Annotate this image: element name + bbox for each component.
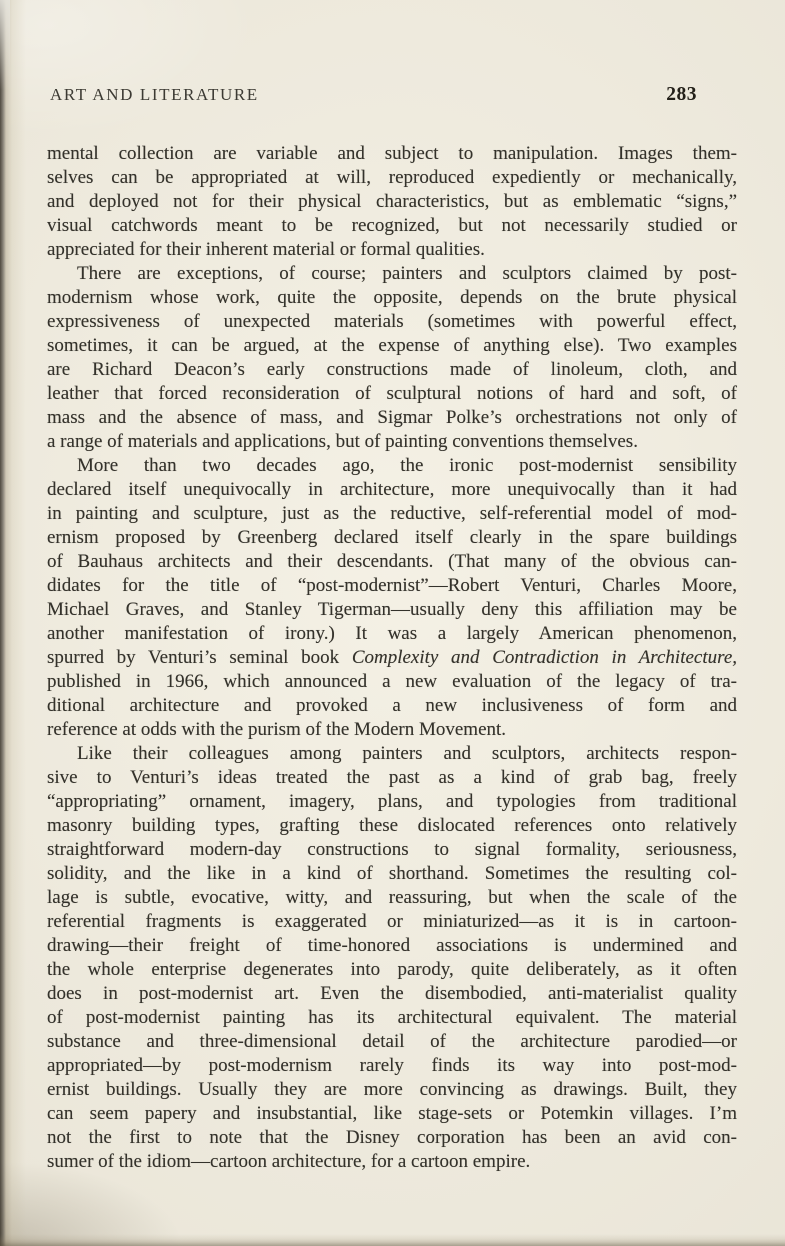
paragraph [47,262,737,454]
text-segment: referential fragments is exaggerated or miniaturized—as it is in cartoon- [47,911,737,932]
text-line [47,718,737,742]
running-head: ART AND LITERATURE [50,85,259,104]
text-segment: selves can be appropriated at will, reproduced expediently or mechanically, [47,167,737,188]
text-segment: leather that forced reconsideration of sculptural notions of hard and soft, of [47,383,737,404]
text-segment: in painting and sculpture, just as the reductive, self-referential model of mod- [47,503,737,524]
text-segment: are Richard Deacon’s early constructions made of linoleum, cloth, and [47,359,737,380]
text-segment: not the first to note that the Disney corporation has been an avid con- [47,1127,737,1148]
text-segment: and deployed not for their physical characteristics, but as emblematic “signs,” [47,191,737,212]
text-segment: modernism whose work, quite the opposite, depends on the brute physical [47,287,737,308]
text-segment: sumer of the idiom—cartoon architecture, for a cartoon empire. [47,1151,531,1172]
text-segment: declared itself unequivocally in architecture, more unequivocally than it had [47,479,737,500]
text-line [47,934,737,958]
text-line [47,982,737,1006]
text-line [47,1126,737,1150]
text-line [47,910,737,934]
text-line [47,646,737,670]
book-title-italic: Complexity and Contradiction in Architecture, [351,647,737,668]
text-segment: a range of materials and applications, but of painting conventions themselves. [47,431,638,452]
text-line [47,382,737,406]
text-segment: Like their colleagues among painters and sculptors, architects respon- [77,743,737,764]
text-segment: expressiveness of unexpected materials (sometimes with powerful effect, [47,311,737,332]
text-segment: mental collection are variable and subject to manipulation. Images them- [47,143,737,164]
text-line [47,790,737,814]
text-segment: visual catchwords meant to be recognized, but not necessarily studied or [47,215,737,236]
text-segment: sive to Venturi’s ideas treated the past as a kind of grab bag, freely [47,767,737,788]
text-line [47,286,737,310]
text-segment: of Bauhaus architects and their descendants. (That many of the obvious can- [47,551,737,572]
page-bottom-edge [0,1234,785,1246]
text-segment: appropriated—by post-modernism rarely finds its way into post-mod- [47,1055,737,1076]
text-line [47,430,737,454]
page-header [50,84,697,106]
text-segment: the whole enterprise degenerates into parody, quite deliberately, as it often [47,959,737,980]
text-line [47,478,737,502]
text-segment: does in post-modernist art. Even the disembodied, anti-materialist quality [47,983,737,1004]
text-line [47,310,737,334]
paragraph [47,742,737,1174]
binding-edge [0,0,26,1246]
text-segment: “appropriating” ornament, imagery, plans, and typologies from traditional [47,791,737,812]
text-line [47,1006,737,1030]
text-segment: masonry building types, grafting these dislocated references onto relatively [47,815,737,836]
text-segment: didates for the title of “post-modernist”—Robert Venturi, Charles Moore, [47,575,737,596]
text-line [47,574,737,598]
text-line [47,886,737,910]
text-line [47,238,737,262]
text-segment: drawing—their freight of time-honored associations is undermined and [47,935,737,956]
text-segment: There are exceptions, of course; painters and sculptors claimed by post- [77,263,737,284]
text-segment: More than two decades ago, the ironic post-modernist sensibility [77,455,737,476]
text-line [47,862,737,886]
text-segment: straightforward modern-day constructions to signal formality, seriousness, [47,839,737,860]
text-segment: lage is subtle, evocative, witty, and reassuring, but when the scale of the [47,887,737,908]
text-line [47,598,737,622]
text-segment: another manifestation of irony.) It was a largely American phenomenon, [47,623,737,644]
text-line [47,190,737,214]
text-line [47,262,737,286]
text-segment: can seem papery and insubstantial, like stage-sets or Potemkin villages. I’m [47,1103,737,1124]
text-line [47,670,737,694]
text-line [47,334,737,358]
text-line [47,1054,737,1078]
text-segment: mass and the absence of mass, and Sigmar Polke’s orchestrations not only of [47,407,737,428]
text-line [47,838,737,862]
text-line [47,358,737,382]
text-segment: of post-modernist painting has its architectural equivalent. The material [47,1007,737,1028]
text-segment: solidity, and the like in a kind of shorthand. Sometimes the resulting col- [47,863,737,884]
text-line [47,766,737,790]
text-line [47,1078,737,1102]
text-segment: reference at odds with the purism of the Modern Movement. [47,719,507,740]
text-line [47,454,737,478]
page-number: 283 [666,84,697,105]
text-line [47,814,737,838]
text-line [47,502,737,526]
text-line [47,742,737,766]
text-segment: sometimes, it can be argued, at the expense of anything else). Two examples [47,335,737,356]
text-line [47,1150,737,1174]
text-segment: ernist buildings. Usually they are more convincing as drawings. Built, they [47,1079,737,1100]
body-text [47,142,737,1174]
text-line [47,142,737,166]
text-segment: ditional architecture and provoked a new inclusiveness of form and [47,695,737,716]
paragraph [47,142,737,262]
paragraph [47,454,737,742]
text-line [47,1102,737,1126]
text-line [47,166,737,190]
text-segment: spurred by Venturi’s seminal book [47,647,352,668]
text-line [47,1030,737,1054]
text-line [47,406,737,430]
text-line [47,958,737,982]
text-segment: published in 1966, which announced a new evaluation of the legacy of tra- [47,671,737,692]
text-segment: substance and three-dimensional detail of the architecture parodied—or [47,1031,737,1052]
text-line [47,694,737,718]
text-line [47,550,737,574]
text-line [47,622,737,646]
text-segment: ernism proposed by Greenberg declared itself clearly in the spare buildings [47,527,737,548]
text-segment: Michael Graves, and Stanley Tigerman—usually deny this affiliation may be [47,599,737,620]
text-line [47,526,737,550]
text-segment: appreciated for their inherent material or formal qualities. [47,239,485,260]
text-line [47,214,737,238]
